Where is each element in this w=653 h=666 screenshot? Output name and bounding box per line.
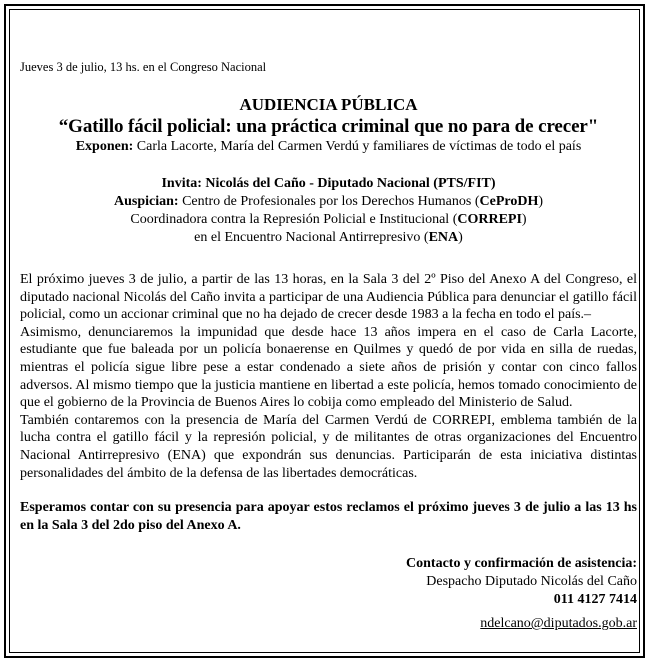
heading: AUDIENCIA PÚBLICA [239,95,418,114]
auspician-text-1: Centro de Profesionales por los Derechos Humanos ( [178,194,480,209]
closing-statement: Esperamos contar con su presencia para apoyar estos reclamos el próximo jueves 3 de julio a las 13 hs en la Sala 3 del 2do piso del Anexo A. [20,500,637,534]
exponen-text: Carla Lacorte, María del Carmen Verdú y familiares de víctimas de todo el país [133,139,582,154]
auspician-text-3: en el Encuentro Nacional Antirrepresivo ( [194,230,429,245]
ena-line [20,229,637,247]
contact-office: Despacho Diputado Nicolás del Caño [426,574,637,590]
abbr-ena: ENA [428,230,459,245]
paragraph: El próximo jueves 3 de julio, a partir de las 13 horas, en la Sala 3 del 2º Piso del Anexo A del Congreso, el diputado nacional Nicolás del Caño invita a participar de una Audiencia Pública para denunciar el gatillo fácil policial, como un accionar criminal que no ha dejado de crecer desde 1983 a la fecha en todo el país.– [20,272,637,323]
auspician-close-2: ) [521,212,527,227]
auspician-close-1: ) [538,194,544,209]
paragraph: También contaremos con la presencia de María del Carmen Verdú de CORREPI, emblema también de la lucha contra el gatillo fácil y la represión policial, y de militantes de otras organizaciones del Encuentro Nacional Antirrepresivo (ENA) que expondrán sus denuncias. Participarán de esta iniciativa distintas personalidades del ámbito de la defensa de las libertades democráticas. [20,412,637,481]
correpi-line [20,211,637,229]
paragraph: Asimismo, denunciaremos la impunidad que desde hace 13 años impera en el caso de Carla Lacorte, estudiante que fue baleada por un policía bonaerense en Quilmes y quedó de por vida en silla de ruedas, mientras el policía sigue libre pese a estar condenado a siete años de prisión y contar con cinco fallos adversos. Al mismo tiempo que la justicia mantiene en libertad a este policía, hemos tomado conocimiento de que el gobierno de la Provincia de Buenos Aires lo cobija como empleado del Ministerio de Salud. [20,324,637,411]
auspician-label: Auspician: [113,194,179,209]
abbr-correpi: CORREPI [457,212,522,227]
auspician-text-2: Coordinadora contra la Represión Policial e Institucional ( [130,212,458,227]
contact-email-link[interactable]: ndelcano@diputados.gob.ar [480,616,637,632]
auspician-line [20,193,637,211]
dateline: Jueves 3 de julio, 13 hs. en el Congreso Nacional [20,60,267,74]
document-body [20,60,637,633]
exponen-label: Exponen: [75,139,134,154]
auspician-close-3: ) [458,230,463,245]
body-paragraphs [20,271,637,482]
contact-block [20,555,637,633]
invita-line: Invita: Nicolás del Caño - Diputado Nacional (PTS/FIT) [161,176,496,191]
event-title: “Gatillo fácil policial: una práctica criminal que no para de crecer" [58,116,599,137]
speakers-line [20,138,637,156]
contact-phone: 011 4127 7414 [553,592,637,608]
abbr-ceprodh: CeProDH [479,194,539,209]
contact-heading: Contacto y confirmación de asistencia: [406,556,637,572]
sponsors-block [20,175,637,247]
